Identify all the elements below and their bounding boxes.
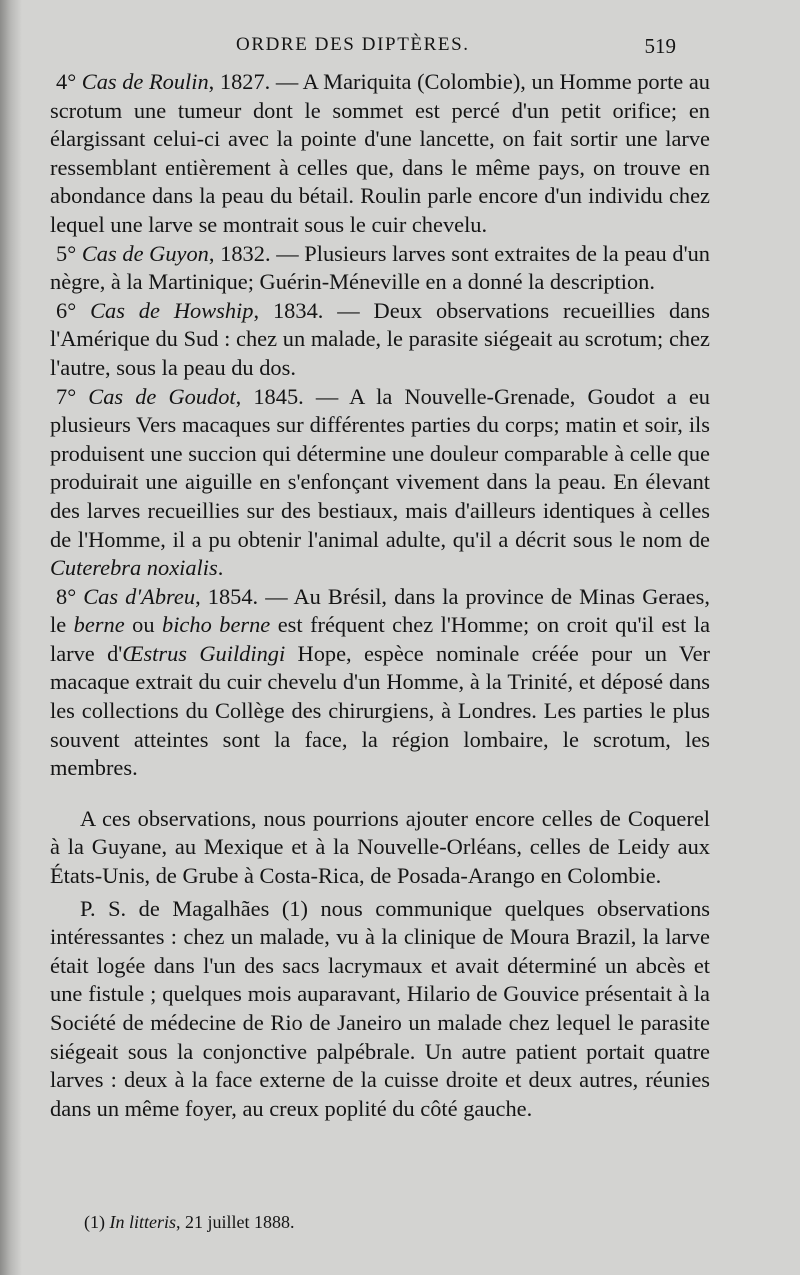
- running-title: ORDRE DES DIPTÈRES.: [236, 34, 470, 55]
- case-8-title: Cas d'Abreu: [83, 583, 196, 609]
- case-8-text-end: Hope, espèce nominale créée pour un Ver macaque extrait du cuir chevelu d'un Homme, à la Trinité, et déposé dans les collections du Collège des chirurgiens, à Londres. Les parties le plus souvent atteintes sont la face, la région lombaire, le scrotum, les membres.: [50, 640, 710, 781]
- case-7-species: Cuterebra noxialis: [50, 555, 218, 581]
- case-4-title: Cas de Roulin: [81, 69, 209, 94]
- page-number: 519: [644, 34, 676, 58]
- paragraph-other-observations: A ces observations, nous pourrions ajouter encore celles de Coquerel à la Guyane, au Mexique et à la Nouvelle-Orléans, celles de Leidy aux États-Unis, de Grube à Costa-Rica, de Posada-Arango en Colombie.: [50, 805, 710, 889]
- case-8-text: , 1854. — Au Brésil, dans la province de Minas Geraes, le: [50, 583, 710, 638]
- case-7-text-end: .: [217, 555, 224, 581]
- case-5-text: , 1832. — Plusieurs larves sont extraites de la peau d'un nègre, à la Martinique; Guérin-Méneville en a donné la description.: [50, 240, 710, 295]
- case-8-text-mid: est fréquent chez l'Homme; on croit qu'il est la larve d': [50, 612, 711, 666]
- case-4-number: 4°: [56, 69, 77, 94]
- case-8-term-bicho-berne: bicho berne: [162, 612, 271, 638]
- footnote-marker: (1): [84, 1212, 105, 1232]
- case-7-text: , 1845. — A la Nouvelle-Grenade, Goudot a eu plusieurs Vers macaques sur différentes parties du corps; matin et soir, ils produisent une succion qui détermine une douleur comparable à celle que produirait une aiguille en s'enfonçant vivement dans la peau. En élevant des larves recueillies sur des bestiaux, mais d'ailleurs identiques à celles de l'Homme, il a pu obtenir l'animal adulte, qu'il a décrit sous le nom de: [50, 383, 710, 552]
- case-8: [50, 583, 710, 783]
- footnote-source: In litteris: [109, 1212, 176, 1232]
- case-7-title: Cas de Goudot: [88, 383, 236, 409]
- footnote: [84, 1212, 295, 1233]
- case-6: [50, 297, 710, 383]
- case-5-number: 5°: [56, 240, 77, 266]
- case-4-text: , 1827. — A Mariquita (Colombie), un Homme porte au scrotum une tumeur dont le sommet est percé d'un petit orifice; en élargissant celui-ci avec la pointe d'une lancette, on fait sortir une larve ressemblant entièrement à celles que, dans le même pays, on trouve en abondance dans la peau du bétail. Roulin parle encore d'un individu chez lequel une larve se montrait sous le cuir chevelu.: [50, 69, 710, 237]
- case-8-species: Œstrus Guildingi: [122, 640, 286, 666]
- case-7-number: 7°: [56, 383, 77, 409]
- case-6-title: Cas de Howship: [90, 297, 254, 323]
- case-7: [50, 383, 710, 583]
- case-5-title: Cas de Guyon: [81, 240, 209, 266]
- footnote-date: , 21 juillet 1888.: [176, 1212, 295, 1232]
- body-text: [50, 68, 710, 1123]
- case-5: [50, 240, 710, 297]
- case-8-term-berne: berne: [73, 612, 125, 638]
- page-gutter-shadow: [0, 0, 22, 1275]
- case-4: [50, 68, 710, 240]
- paragraph-magalhaes: P. S. de Magalhães (1) nous communique quelques observations intéressantes : chez un malade, vu à la clinique de Moura Brazil, la larve était logée dans l'un des sacs lacrymaux et avait déterminé un abcès et une fistule ; quelques mois auparavant, Hilario de Gouvice présentait à la Société de médecine de Rio de Janeiro un malade chez lequel le parasite siégeait sous la conjonctive palpébrale. Un autre patient portait quatre larves : deux à la face externe de la cuisse droite et deux autres, réunies dans un même foyer, au creux poplité du côté gauche.: [50, 895, 710, 1121]
- case-8-text-or: ou: [124, 612, 163, 638]
- running-header: [0, 34, 800, 60]
- case-6-number: 6°: [56, 297, 77, 323]
- case-6-text: , 1834. — Deux observations recueillies dans l'Amérique du Sud : chez un malade, le parasite siégeait au scrotum; chez l'autre, sous la peau du dos.: [50, 297, 710, 380]
- case-8-number: 8°: [56, 583, 77, 609]
